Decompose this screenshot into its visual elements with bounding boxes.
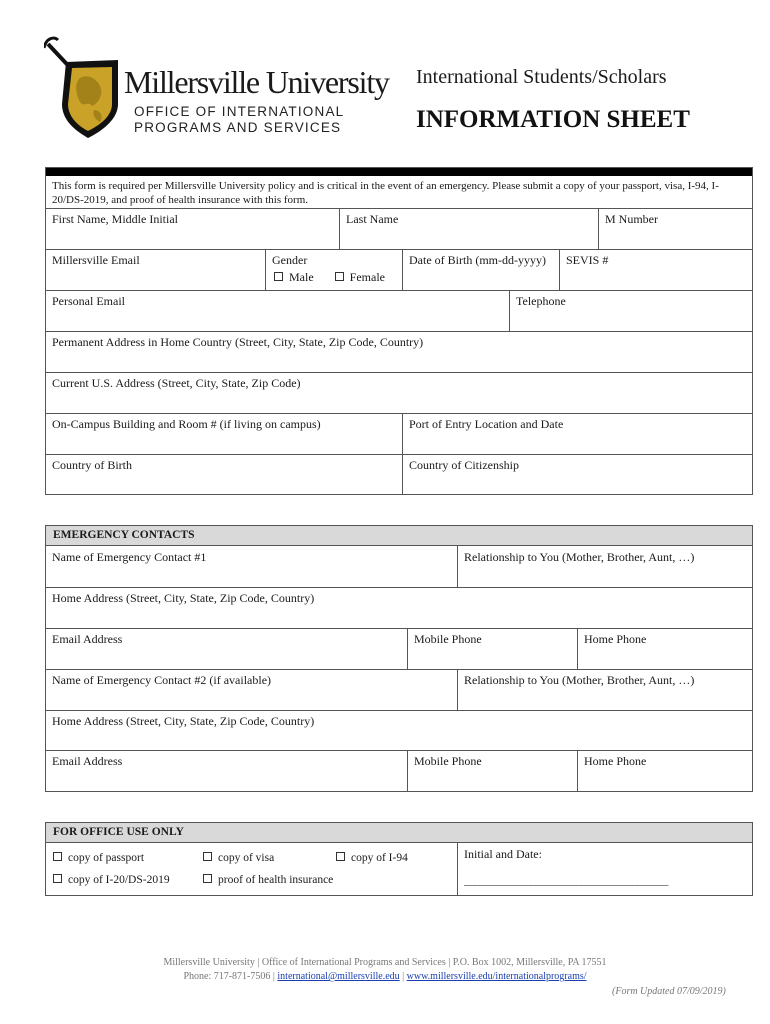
personal-email-label: Personal Email (52, 294, 125, 308)
visa-checkbox[interactable] (203, 852, 212, 861)
country-of-birth-field[interactable] (46, 454, 402, 494)
footer-contact (0, 970, 770, 984)
section-top-bar (46, 168, 752, 176)
gender-label: Gender (272, 253, 308, 267)
male-checkbox[interactable] (274, 272, 283, 281)
form-instructions: This form is required per Millersville University policy and is critical in the event of an emergency. Please submit a copy of your passport, visa, I-94, I-20/DS-2019, and proof of health insurance with this form. (52, 180, 719, 206)
form-updated-date: (Form Updated 07/09/2019) (612, 986, 726, 997)
country-of-birth-label: Country of Birth (52, 458, 132, 472)
us-address-field[interactable] (46, 372, 752, 413)
permanent-address-field[interactable] (46, 331, 752, 372)
footer (0, 956, 770, 984)
visa-option[interactable] (203, 852, 274, 864)
home-address-2-field[interactable] (46, 710, 752, 750)
female-label: Female (349, 270, 385, 284)
m-number-field[interactable] (599, 208, 752, 249)
date-of-birth-label: Date of Birth (mm-dd-yyyy) (409, 253, 546, 267)
relationship-2-label: Relationship to You (Mother, Brother, Aunt, …) (464, 673, 695, 687)
email-1-label: Email Address (52, 632, 123, 646)
passport-label: copy of passport (68, 852, 145, 864)
office-use-section (45, 822, 753, 896)
emergency-contact-1-label: Name of Emergency Contact #1 (52, 550, 207, 564)
university-name: Millersville University (124, 64, 389, 100)
footer-website-link[interactable]: www.millersville.edu/internationalprograms/ (406, 971, 587, 982)
home-address-2-label: Home Address (Street, City, State, Zip Code, Country) (52, 714, 315, 728)
country-of-citizenship-label: Country of Citizenship (409, 458, 519, 472)
telephone-label: Telephone (516, 294, 566, 308)
last-name-label: Last Name (346, 212, 399, 226)
initial-and-date-label: Initial and Date: (464, 847, 542, 861)
emergency-contact-1-field[interactable] (46, 546, 456, 587)
sevis-field[interactable] (560, 249, 752, 290)
passport-checkbox[interactable] (53, 852, 62, 861)
female-checkbox[interactable] (335, 272, 344, 281)
first-name-field[interactable] (46, 208, 338, 249)
home-phone-1-field[interactable] (578, 628, 752, 669)
millersville-email-label: Millersville Email (52, 253, 140, 267)
on-campus-room-label: On-Campus Building and Room # (if living on campus) (52, 417, 321, 431)
m-number-label: M Number (605, 212, 658, 226)
mobile-phone-1-label: Mobile Phone (414, 632, 482, 646)
form-title: INFORMATION SHEET (416, 106, 690, 133)
email-2-field[interactable] (46, 750, 406, 791)
email-1-field[interactable] (46, 628, 406, 669)
gender-field (266, 249, 402, 290)
female-option[interactable] (335, 270, 385, 284)
university-logo (44, 34, 124, 142)
home-phone-2-label: Home Phone (584, 754, 647, 768)
first-name-label: First Name, Middle Initial (52, 212, 178, 226)
office-name (134, 104, 344, 136)
i20-option[interactable] (53, 874, 170, 886)
i94-option[interactable] (336, 852, 408, 864)
home-phone-2-field[interactable] (578, 750, 752, 791)
emergency-contact-2-field[interactable] (46, 669, 456, 710)
footer-address: Millersville University | Office of International Programs and Services | P.O. Box 1002, Millersville, PA 17551 (163, 957, 607, 968)
port-of-entry-label: Port of Entry Location and Date (409, 417, 564, 431)
mobile-phone-1-field[interactable] (408, 628, 576, 669)
mobile-phone-2-field[interactable] (408, 750, 576, 791)
home-address-1-label: Home Address (Street, City, State, Zip Code, Country) (52, 591, 315, 605)
last-name-field[interactable] (340, 208, 598, 249)
email-2-label: Email Address (52, 754, 123, 768)
sevis-label: SEVIS # (566, 253, 609, 267)
telephone-field[interactable] (510, 290, 752, 331)
form-subtitle: International Students/Scholars (416, 66, 667, 88)
mobile-phone-2-label: Mobile Phone (414, 754, 482, 768)
insurance-label: proof of health insurance (218, 874, 334, 886)
footer-phone: Phone: 717-871-7506 | (183, 971, 275, 982)
passport-option[interactable] (53, 852, 144, 864)
personal-info-section (45, 167, 753, 495)
insurance-checkbox[interactable] (203, 874, 212, 883)
male-option[interactable] (274, 270, 314, 284)
footer-email-link[interactable]: international@millersville.edu (277, 971, 400, 982)
relationship-1-label: Relationship to You (Mother, Brother, Aunt, …) (464, 550, 695, 564)
male-label: Male (289, 270, 314, 284)
on-campus-room-field[interactable] (46, 413, 402, 454)
footer-separator: | (402, 971, 405, 982)
i20-label: copy of I-20/DS-2019 (68, 874, 170, 886)
millersville-email-field[interactable] (46, 249, 264, 290)
emergency-contacts-heading: EMERGENCY CONTACTS (46, 526, 752, 546)
initial-and-date-field[interactable] (458, 843, 752, 895)
office-line-1: OFFICE OF INTERNATIONAL (134, 104, 345, 119)
emergency-contacts-section (45, 525, 753, 792)
personal-email-field[interactable] (46, 290, 508, 331)
office-use-heading: FOR OFFICE USE ONLY (46, 823, 752, 843)
date-of-birth-field[interactable] (403, 249, 559, 290)
port-of-entry-field[interactable] (403, 413, 752, 454)
country-of-citizenship-field[interactable] (403, 454, 752, 494)
relationship-1-field[interactable] (458, 546, 752, 587)
home-address-1-field[interactable] (46, 587, 752, 628)
permanent-address-label: Permanent Address in Home Country (Street, City, State, Zip Code, Country) (52, 335, 424, 349)
us-address-label: Current U.S. Address (Street, City, State, Zip Code) (52, 376, 301, 390)
i94-label: copy of I-94 (351, 852, 408, 864)
relationship-2-field[interactable] (458, 669, 752, 710)
i94-checkbox[interactable] (336, 852, 345, 861)
visa-label: copy of visa (218, 852, 275, 864)
insurance-option[interactable] (203, 874, 333, 886)
i20-checkbox[interactable] (53, 874, 62, 883)
emergency-contact-2-label: Name of Emergency Contact #2 (if available) (52, 673, 272, 687)
office-line-2: PROGRAMS AND SERVICES (134, 120, 342, 135)
signature-line: ________________________________________ (464, 875, 669, 887)
home-phone-1-label: Home Phone (584, 632, 647, 646)
